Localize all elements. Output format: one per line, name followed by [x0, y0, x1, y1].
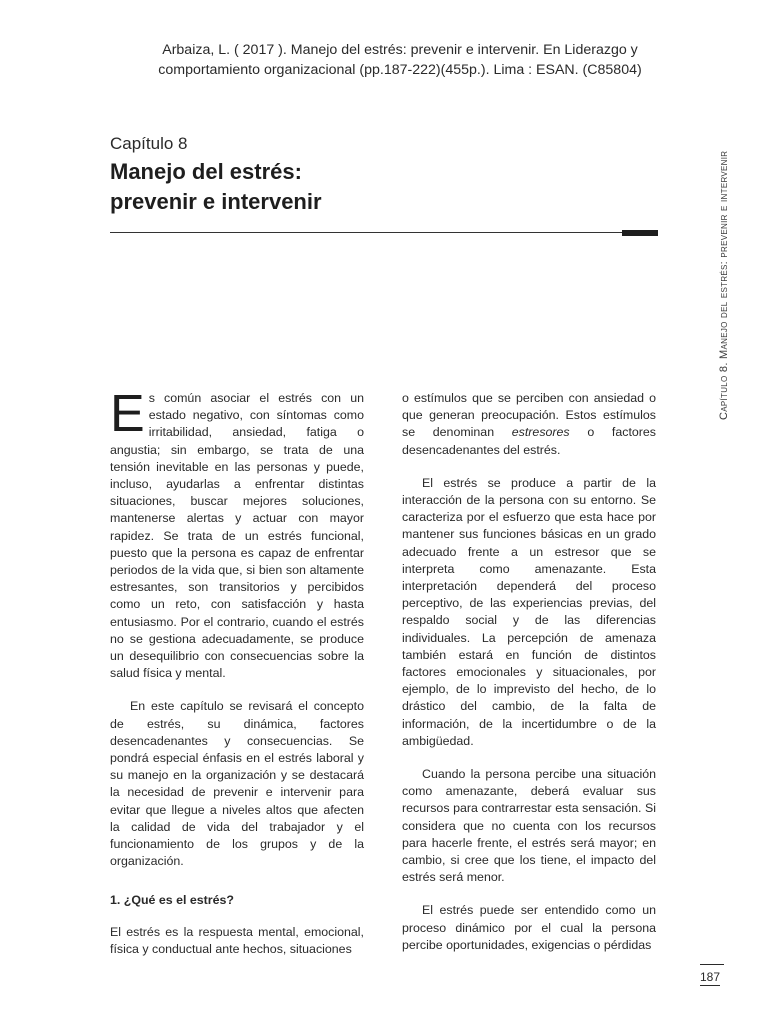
term-estresores: estresores	[511, 425, 570, 440]
paragraph-interaction: El estrés se produce a partir de la interacción de la persona con su entorno. Se caracteriza por el esfuerzo que esta hace por mantener sus funciones básicas en un grado adecuado frente a un estresor que se interpreta como amenazante. Esta interpretación dependerá del proceso perceptivo, de las experiencias previas, del respaldo social y de las diferencias individuales. La percepción de amenaza también estará en función de distintos factores emocionales y situacionales, por ejemplo, de lo imprevisto del hecho, de lo drástico del cambio, de la falta de información, de la incertidumbre o de la ambigüedad.	[402, 475, 656, 748]
paragraph-definition: El estrés es la respuesta mental, emocional, física y conductual ante hechos, situaciones	[110, 924, 364, 956]
paragraph-stressors	[402, 390, 656, 459]
drop-cap: E	[110, 385, 145, 443]
paragraph-intro	[110, 385, 364, 682]
chapter-title	[110, 157, 322, 217]
chapter-title-line-2: prevenir e intervenir	[110, 189, 322, 214]
paragraph-dynamic-process: El estrés puede ser entendido como un proceso dinámico por el cual la persona percibe oportunidades, exigencias o pérdidas	[402, 903, 656, 952]
citation-line-1: Arbaiza, L. ( 2017 ). Manejo del estrés: prevenir e intervenir. En Liderazgo y	[162, 42, 638, 58]
title-divider-accent	[622, 230, 658, 236]
chapter-label: Capítulo 8	[110, 134, 188, 153]
bibliographic-citation	[130, 40, 670, 80]
paragraph-stressors-after: o factores desencadenantes del estrés.	[402, 425, 656, 457]
title-divider	[110, 232, 626, 233]
paragraph-chapter-overview: En este capítulo se revisará el concepto de estrés, su dinámica, factores desencadenantes y consecuencias. Se pondrá especial énfasis en el estrés laboral y su manejo en la organización y se destacará la necesidad de prevenir e intervenir para evitar que llegue a niveles altos que afecten la calidad de vida del trabajador y el funcionamiento de los grupos y de la organización.	[110, 699, 364, 869]
citation-line-2: comportamiento organizacional (pp.187-222)(455p.). Lima : ESAN. (C85804)	[158, 62, 642, 78]
paragraph-threat-evaluation: Cuando la persona percibe una situación como amenazante, deberá evaluar sus recursos para contrarrestar esta sensación. Si considera que no cuenta con los recursos para hacerle frente, el estrés será mayor; en cambio, si cree que los tiene, el impacto del estrés será menor.	[402, 767, 656, 885]
section-heading: 1. ¿Qué es el estrés?	[110, 893, 234, 908]
running-head: Capítulo 8. Manejo del estrés: prevenir e intervenir	[718, 150, 730, 420]
right-column	[402, 390, 656, 970]
paragraph-stressors-before: o estímulos que se perciben con ansiedad o que generan preocupación. Estos estímulos se denominan	[402, 391, 656, 440]
page-number: 187	[700, 970, 721, 984]
chapter-title-line-1: Manejo del estrés:	[110, 159, 302, 184]
page-number-rule	[700, 964, 724, 965]
paragraph-intro-text: s común asociar el estrés con un estado negativo, con síntomas como irritabilidad, ansiedad, fatiga o angustia; sin embargo, se trata de una tensión inevitable en las personas y puede, incluso, ayudarlas a enfrentar distintas situaciones, buscar mejores soluciones, mantenerse alertas y actuar con mayor rapidez. Se trata de un estrés funcional, puesto que la persona es capaz de enfrentar periodos de la vida que, si bien son altamente estresantes, son transitorios y percibidos como un reto, con satisfacción y hasta entusiasmo. Por el contrario, cuando el estrés no se gestiona adecuadamente, se produce un desequilibrio con consecuencias sobre la salud física y mental.	[110, 391, 364, 681]
left-column	[110, 385, 364, 974]
